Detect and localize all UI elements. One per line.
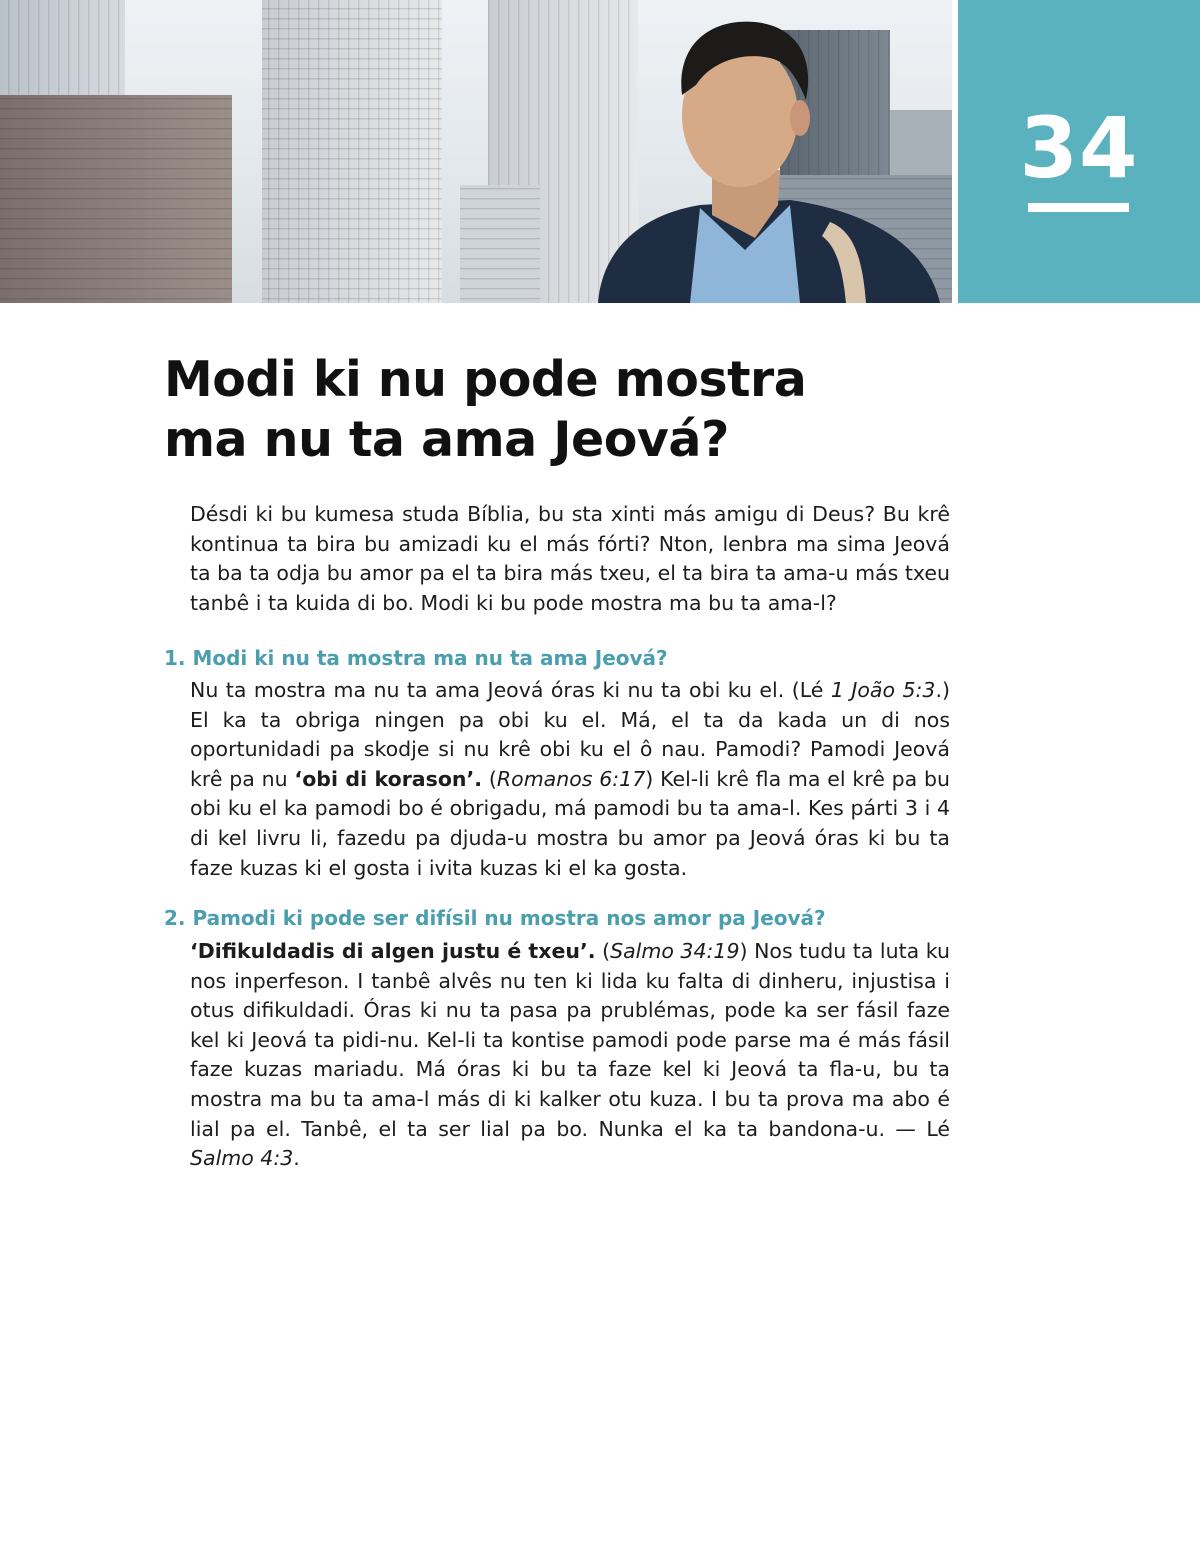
answer-2 — [190, 937, 950, 1174]
answer-2-text-a: ( — [595, 939, 611, 963]
answer-1 — [190, 676, 950, 883]
header-photo — [0, 0, 952, 303]
scripture-ref-1-joao[interactable]: 1 João 5:3 — [830, 678, 936, 702]
answer-1-text-b: .) El ka ta obriga ningen pa obi ku el. Má, el ta da kada un di nos oportunidadi pa skodje si nu krê obi ku el ô nau. Pamodi? Pamodi Jeová krê pa nu — [190, 678, 950, 791]
title-line-1: Modi ki nu pode mostra — [164, 351, 807, 408]
answer-1-text-d: ) Kel-li krê fla ma el krê pa bu obi ku el ka pamodi bo é obrigadu, má pamodi bu ta ama-l. Kes párti 3 i 4 di kel livru li, fazedu pa djuda-u mostra bu amor pa Jeová óras ki bu ta faze kuzas ki el gosta i ivita kuzas ki el ka gosta. — [190, 766, 950, 880]
answer-2-text-c: . — [293, 1146, 300, 1171]
page-title — [164, 350, 884, 470]
answer-1-text-c: ( — [482, 766, 497, 791]
intro-paragraph: Désdi ki bu kumesa studa Bíblia, bu sta xinti más amigu di Deus? Bu krê kontinua ta bira bu amizadi ku el más fórti? Nton, lenbra ma sima Jeová ta ba ta odja bu amor pa el ta bira más txeu, el ta bira ta ama-u más txeu tanbê i ta kuida di bo. Modi ki bu pode mostra ma bu ta ama-l? — [190, 502, 950, 615]
scripture-ref-salmo-4[interactable]: Salmo 4:3 — [190, 1146, 294, 1171]
answer-2-text-b: ) Nos tudu ta luta ku nos inperfeson. I tanbê alvês nu ten ki lida ku falta di dinheru, injustisa i otus difikuldadi. Óras ki nu ta pasa pa prublémas, pode ka ser fásil faze kel ki Jeová ta pidi-nu. Kel-li ta kontise pamodi pode parse ma é más fásil faze kuzas mariadu. Má óras ki bu ta faze kel ki Jeová ta fla-u, bu ta mostra ma bu ta ama-l más di ki kalker otu kuza. I bu ta prova ma abo é lial pa el. Tanbê, el ta ser lial pa bo. Nunka el ka ta bandona-u. — Lé — [190, 939, 951, 1141]
question-1: 1. Modi ki nu ta mostra ma nu ta ama Jeová? — [164, 646, 668, 670]
scripture-ref-romanos[interactable]: Romanos 6:17 — [496, 766, 646, 791]
question-2: 2. Pamodi ki pode ser difísil nu mostra nos amor pa Jeová? — [164, 906, 826, 930]
chapter-number: 34 — [1019, 99, 1139, 197]
answer-1-text-a: Nu ta mostra ma nu ta ama Jeová óras ki nu ta obi ku el. (Lé — [190, 678, 831, 702]
chapter-number-panel — [958, 0, 1200, 303]
chapter-number-underline — [1028, 203, 1129, 212]
answer-1-quote: ‘obi di korason’. — [294, 766, 483, 791]
man-in-city-photo — [0, 0, 952, 303]
title-line-2: ma nu ta ama Jeová? — [164, 411, 729, 468]
scripture-ref-salmo-34[interactable]: Salmo 34:19 — [610, 939, 740, 963]
answer-2-quote: ‘Difikuldadis di algen justu é txeu’. — [190, 939, 596, 963]
